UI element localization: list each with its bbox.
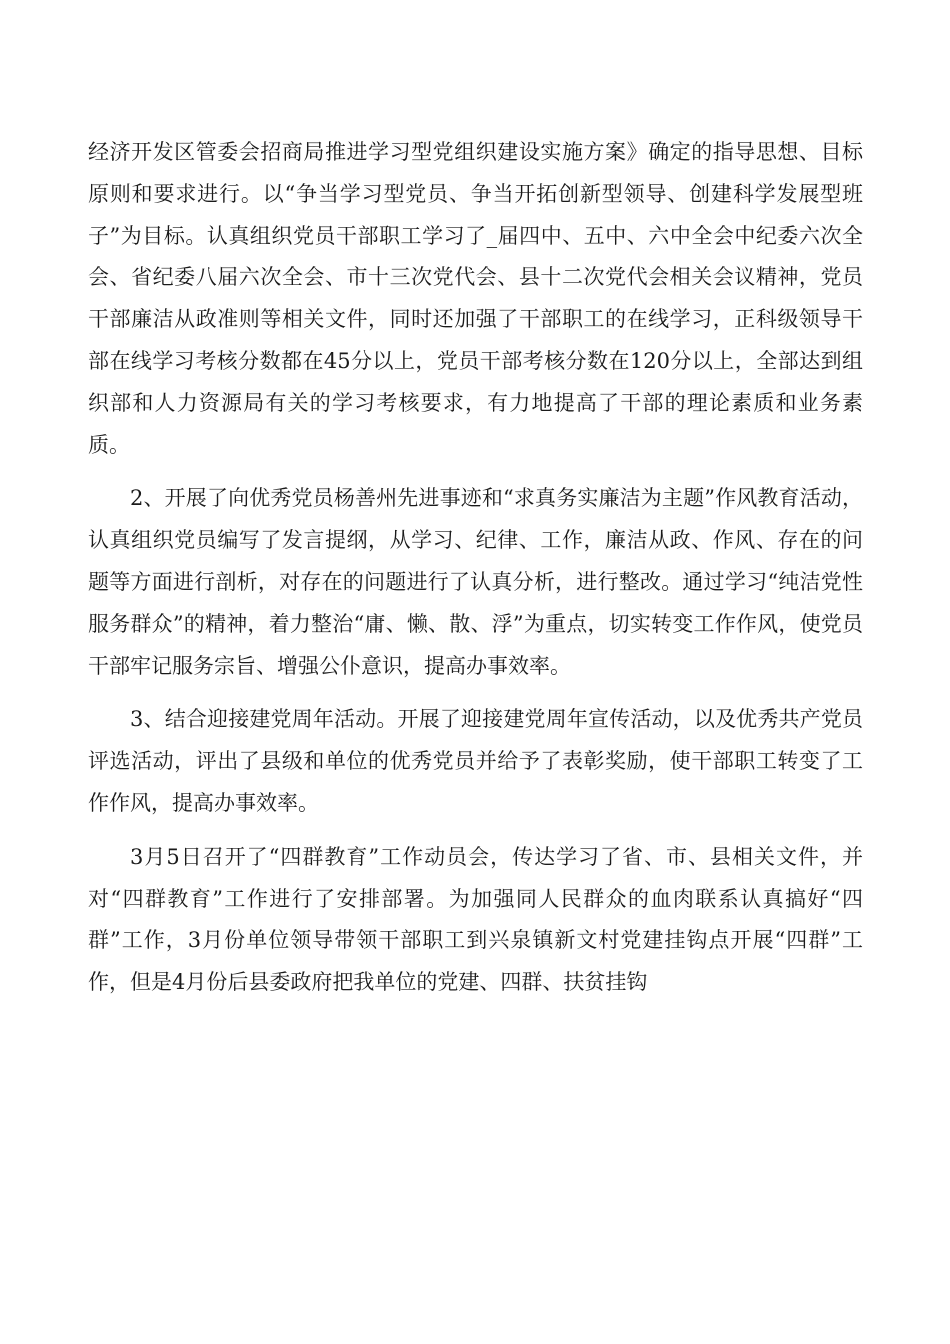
paragraph-1: 经济开发区管委会招商局推进学习型党组织建设实施方案》确定的指导思想、目标原则和要求进行。以“争当学习型党员、争当开拓创新型领导、创建科学发展型班子”为目标。认真组织党员干部职工学习了_届四中、五中、六中全会中纪委六次全会、省纪委八届六次全会、市十三次党代会、县十二次党代会相关会议精神，党员干部廉洁从政准则等相关文件，同时还加强了干部职工的在线学习，正科级领导干部在线学习考核分数都在45分以上，党员干部考核分数在120分以上，全部达到组织部和人力资源局有关的学习考核要求，有力地提高了干部的理论素质和业务素质。 <box>88 140 863 457</box>
document-page <box>88 132 863 1016</box>
paragraph-2: 2、开展了向优秀党员杨善州先进事迹和“求真务实廉洁为主题”作风教育活动，认真组织党员编写了发言提纲，从学习、纪律、工作，廉洁从政、作风、存在的问题等方面进行剖析，对存在的问题进行了认真分析，进行整改。通过学习“纯洁党性服务群众”的精神，着力整治“庸、懒、散、浮”为重点，切实转变工作作风，使党员干部牢记服务宗旨、增强公仆意识，提高办事效率。 <box>88 486 863 678</box>
paragraph-4: 3月5日召开了“四群教育”工作动员会，传达学习了省、市、县相关文件，并对“四群教育”工作进行了安排部署。为加强同人民群众的血肉联系认真搞好“四群”工作，3月份单位领导带领干部职工到兴泉镇新文村党建挂钩点开展“四群”工作，但是4月份后县委政府把我单位的党建、四群、扶贫挂钩 <box>88 844 863 995</box>
paragraph-3: 3、结合迎接建党周年活动。开展了迎接建党周年宣传活动，以及优秀共产党员评选活动，评出了县级和单位的优秀党员并给予了表彰奖励，使干部职工转变了工作作风，提高办事效率。 <box>88 707 863 815</box>
